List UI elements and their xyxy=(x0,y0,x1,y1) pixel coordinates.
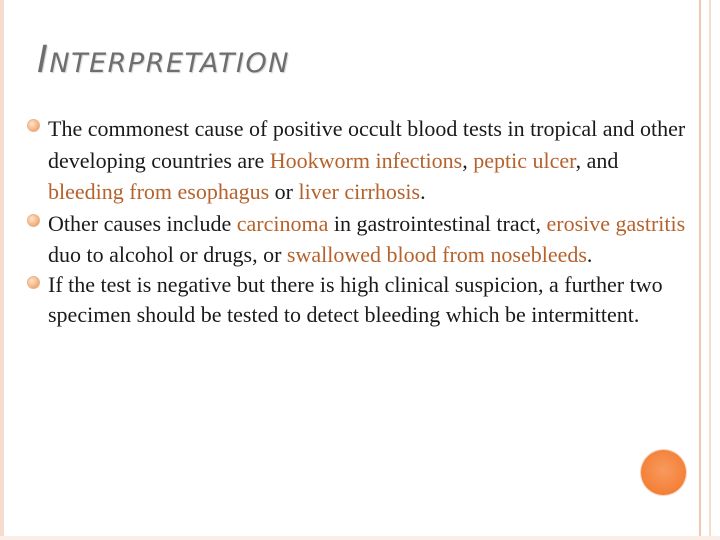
orange-circle-bullet-icon xyxy=(27,276,40,289)
bullet-text: Other causes include carcinoma in gastrointestinal tract, erosive gastritis duo to alcohol or drugs, or swallowed blood from nosebleeds. xyxy=(48,210,686,267)
bullet-item xyxy=(27,208,687,270)
decorative-right-line-2 xyxy=(709,0,711,540)
title-rest: NTERPRETATION xyxy=(49,48,290,79)
decorative-bottom-edge xyxy=(0,536,720,540)
bullet-item xyxy=(27,113,687,208)
bullet-list xyxy=(27,113,687,330)
decorative-left-edge xyxy=(0,0,4,540)
decorative-right-line-1 xyxy=(699,0,701,540)
orange-circle-bullet-icon xyxy=(27,214,40,227)
orange-circle-bullet-icon xyxy=(27,119,40,132)
title-first-letter: I xyxy=(37,38,50,81)
slide-title xyxy=(37,38,290,81)
bullet-text: If the test is negative but there is high clinical suspicion, a further two specimen should be tested to detect bleeding which be intermittent. xyxy=(48,271,663,327)
bullet-text: The commonest cause of positive occult blood tests in tropical and other developing countries are Hookworm infections, peptic ulcer, and bleeding from esophagus or liver cirrhosis. xyxy=(48,116,686,204)
orange-circle-decoration-icon xyxy=(641,450,686,495)
bullet-item xyxy=(27,270,687,330)
